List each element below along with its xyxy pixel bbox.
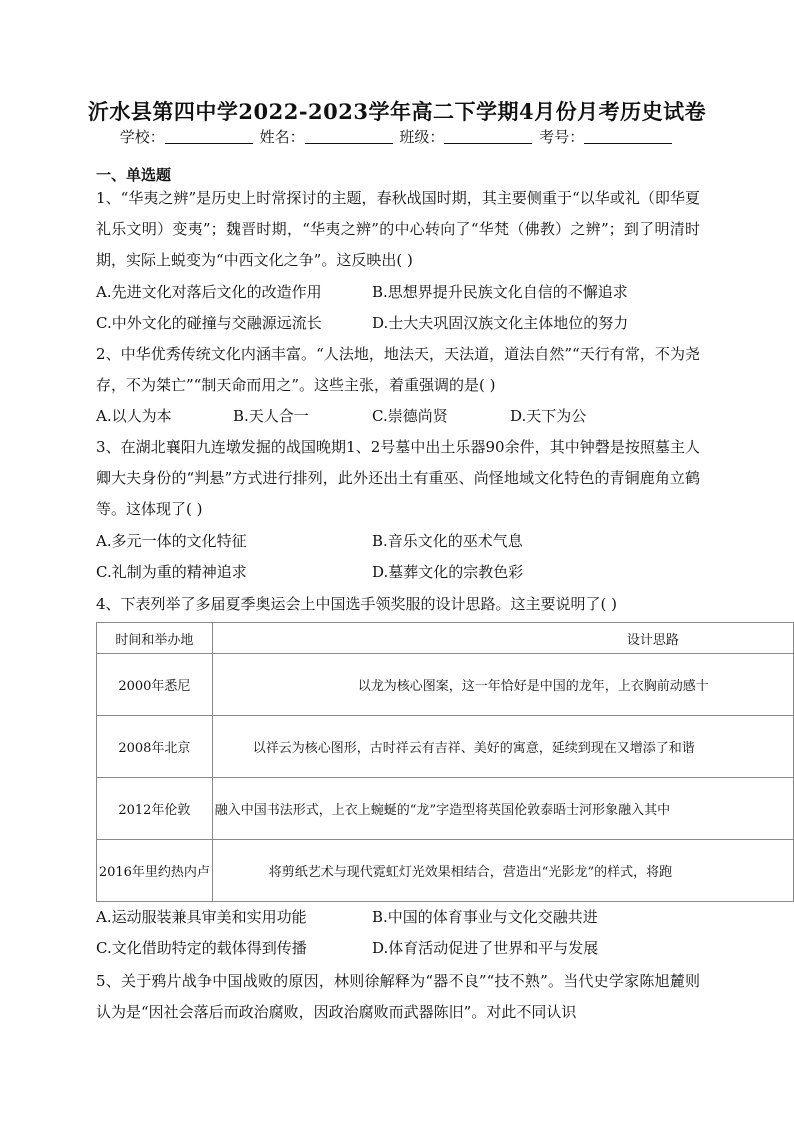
q4-option-c[interactable]: C.文化借助特定的载体得到传播 [96,939,307,957]
class-blank[interactable] [444,129,532,144]
name-label: 姓名： [259,128,305,146]
question-4-options [96,902,716,964]
design-table-container [96,622,794,912]
table-row [97,778,794,840]
question-1-options [96,277,716,339]
table-row [97,716,794,778]
table-cell-place: 2012年伦敦 [97,778,213,840]
table-header-place: 时间和举办地 [97,623,213,654]
name-blank[interactable] [305,129,393,144]
question-1-text: 1、“华夷之辨”是历史上时常探讨的主题，春秋战国时期，其主要侧重于“以华或礼（即华夏礼乐文明）变夷”；魏晋时期，“华夷之辨”的中心转向了“华梵（佛教）之辨”；到了明清时期，实际上蜕变为“中西文化之争”。这反映出( ) [96,189,700,269]
q3-option-d[interactable]: D.墓葬文化的宗教色彩 [372,563,524,581]
school-blank[interactable] [165,129,253,144]
table-cell-place: 2000年悉尼 [97,654,213,716]
table-cell-design: 以龙为核心图案，这一年恰好是中国的龙年，上衣胸前动感十 [212,654,793,716]
q4-option-a[interactable]: A.运动服装兼具审美和实用功能 [96,908,307,926]
q2-option-a[interactable]: A.以人为本 [96,407,172,425]
q2-option-b[interactable]: B.天人合一 [233,407,309,425]
question-2-text: 2、中华优秀传统文化内涵丰富。“人法地，地法天，天法道，道法自然”“天行有常，不为尧存，不为桀亡”“制天命而用之”。这些主张，着重强调的是( ) [96,345,700,394]
school-label: 学校： [119,128,165,146]
q4-option-d[interactable]: D.体育活动促进了世界和平与发展 [372,939,599,957]
q3-option-a[interactable]: A.多元一体的文化特征 [96,532,247,550]
exam-number-blank[interactable] [584,129,672,144]
table-cell-design: 将剪纸艺术与现代霓虹灯光效果相结合，营造出“光影龙”的样式，将跑 [212,840,793,902]
q1-option-a[interactable]: A.先进文化对落后文化的改造作用 [96,283,322,301]
design-table [96,622,794,902]
q1-option-d[interactable]: D.士大夫巩固汉族文化主体地位的努力 [372,314,629,332]
question-5-text: 5、关于鸦片战争中国战败的原因，林则徐解释为“器不良”“技不熟”。当代史学家陈旭麓则认为是“因社会落后而政治腐败，因政治腐败而武器陈旧”。对此不同认识 [96,972,700,1021]
section-heading: 一、单选题 [96,166,172,184]
class-label: 班级： [399,128,445,146]
table-cell-place: 2008年北京 [97,716,213,778]
question-3-text: 3、在湖北襄阳九连墩发掘的战国晚期1、2号墓中出土乐器90余件，其中钟磬是按照墓主人卿大夫身份的“判悬”方式进行排列，此外还出土有重巫、尚怪地域文化特色的青铜鹿角立鹤等。这体现了( ) [96,438,700,518]
q4-option-b[interactable]: B.中国的体育事业与文化交融共进 [372,908,598,926]
q3-option-b[interactable]: B.音乐文化的巫术气息 [372,532,523,550]
q2-option-c[interactable]: C.崇德尚贤 [372,407,448,425]
table-row [97,840,794,902]
exam-title: 沂水县第四中学2022-2023学年高二下学期4月份月考历史试卷 [87,99,707,124]
question-2-options [96,401,716,432]
question-3-options [96,526,716,588]
q3-option-c[interactable]: C.礼制为重的精神追求 [96,563,247,581]
table-row [97,654,794,716]
q1-option-c[interactable]: C.中外文化的碰撞与交融源远流长 [96,314,322,332]
table-cell-design: 以祥云为核心图形，古时祥云有吉祥、美好的寓意，延续到现在又增添了和谐 [212,716,793,778]
question-4-text: 4、下表列举了多届夏季奥运会上中国选手领奖服的设计思路。这主要说明了( ) [96,595,618,613]
table-header-design: 设计思路 [212,623,793,654]
q1-option-b[interactable]: B.思想界提升民族文化自信的不懈追求 [372,283,628,301]
student-info-line [0,126,794,147]
table-cell-design: 融入中国书法形式，上衣上蜿蜒的“龙”字造型将英国伦敦泰晤士河形象融入其中 [212,778,793,840]
table-header-row [97,623,794,654]
table-cell-place: 2016年里约热内卢 [97,840,213,902]
q2-option-d[interactable]: D.天下为公 [510,407,587,425]
exam-number-label: 考号： [539,128,585,146]
